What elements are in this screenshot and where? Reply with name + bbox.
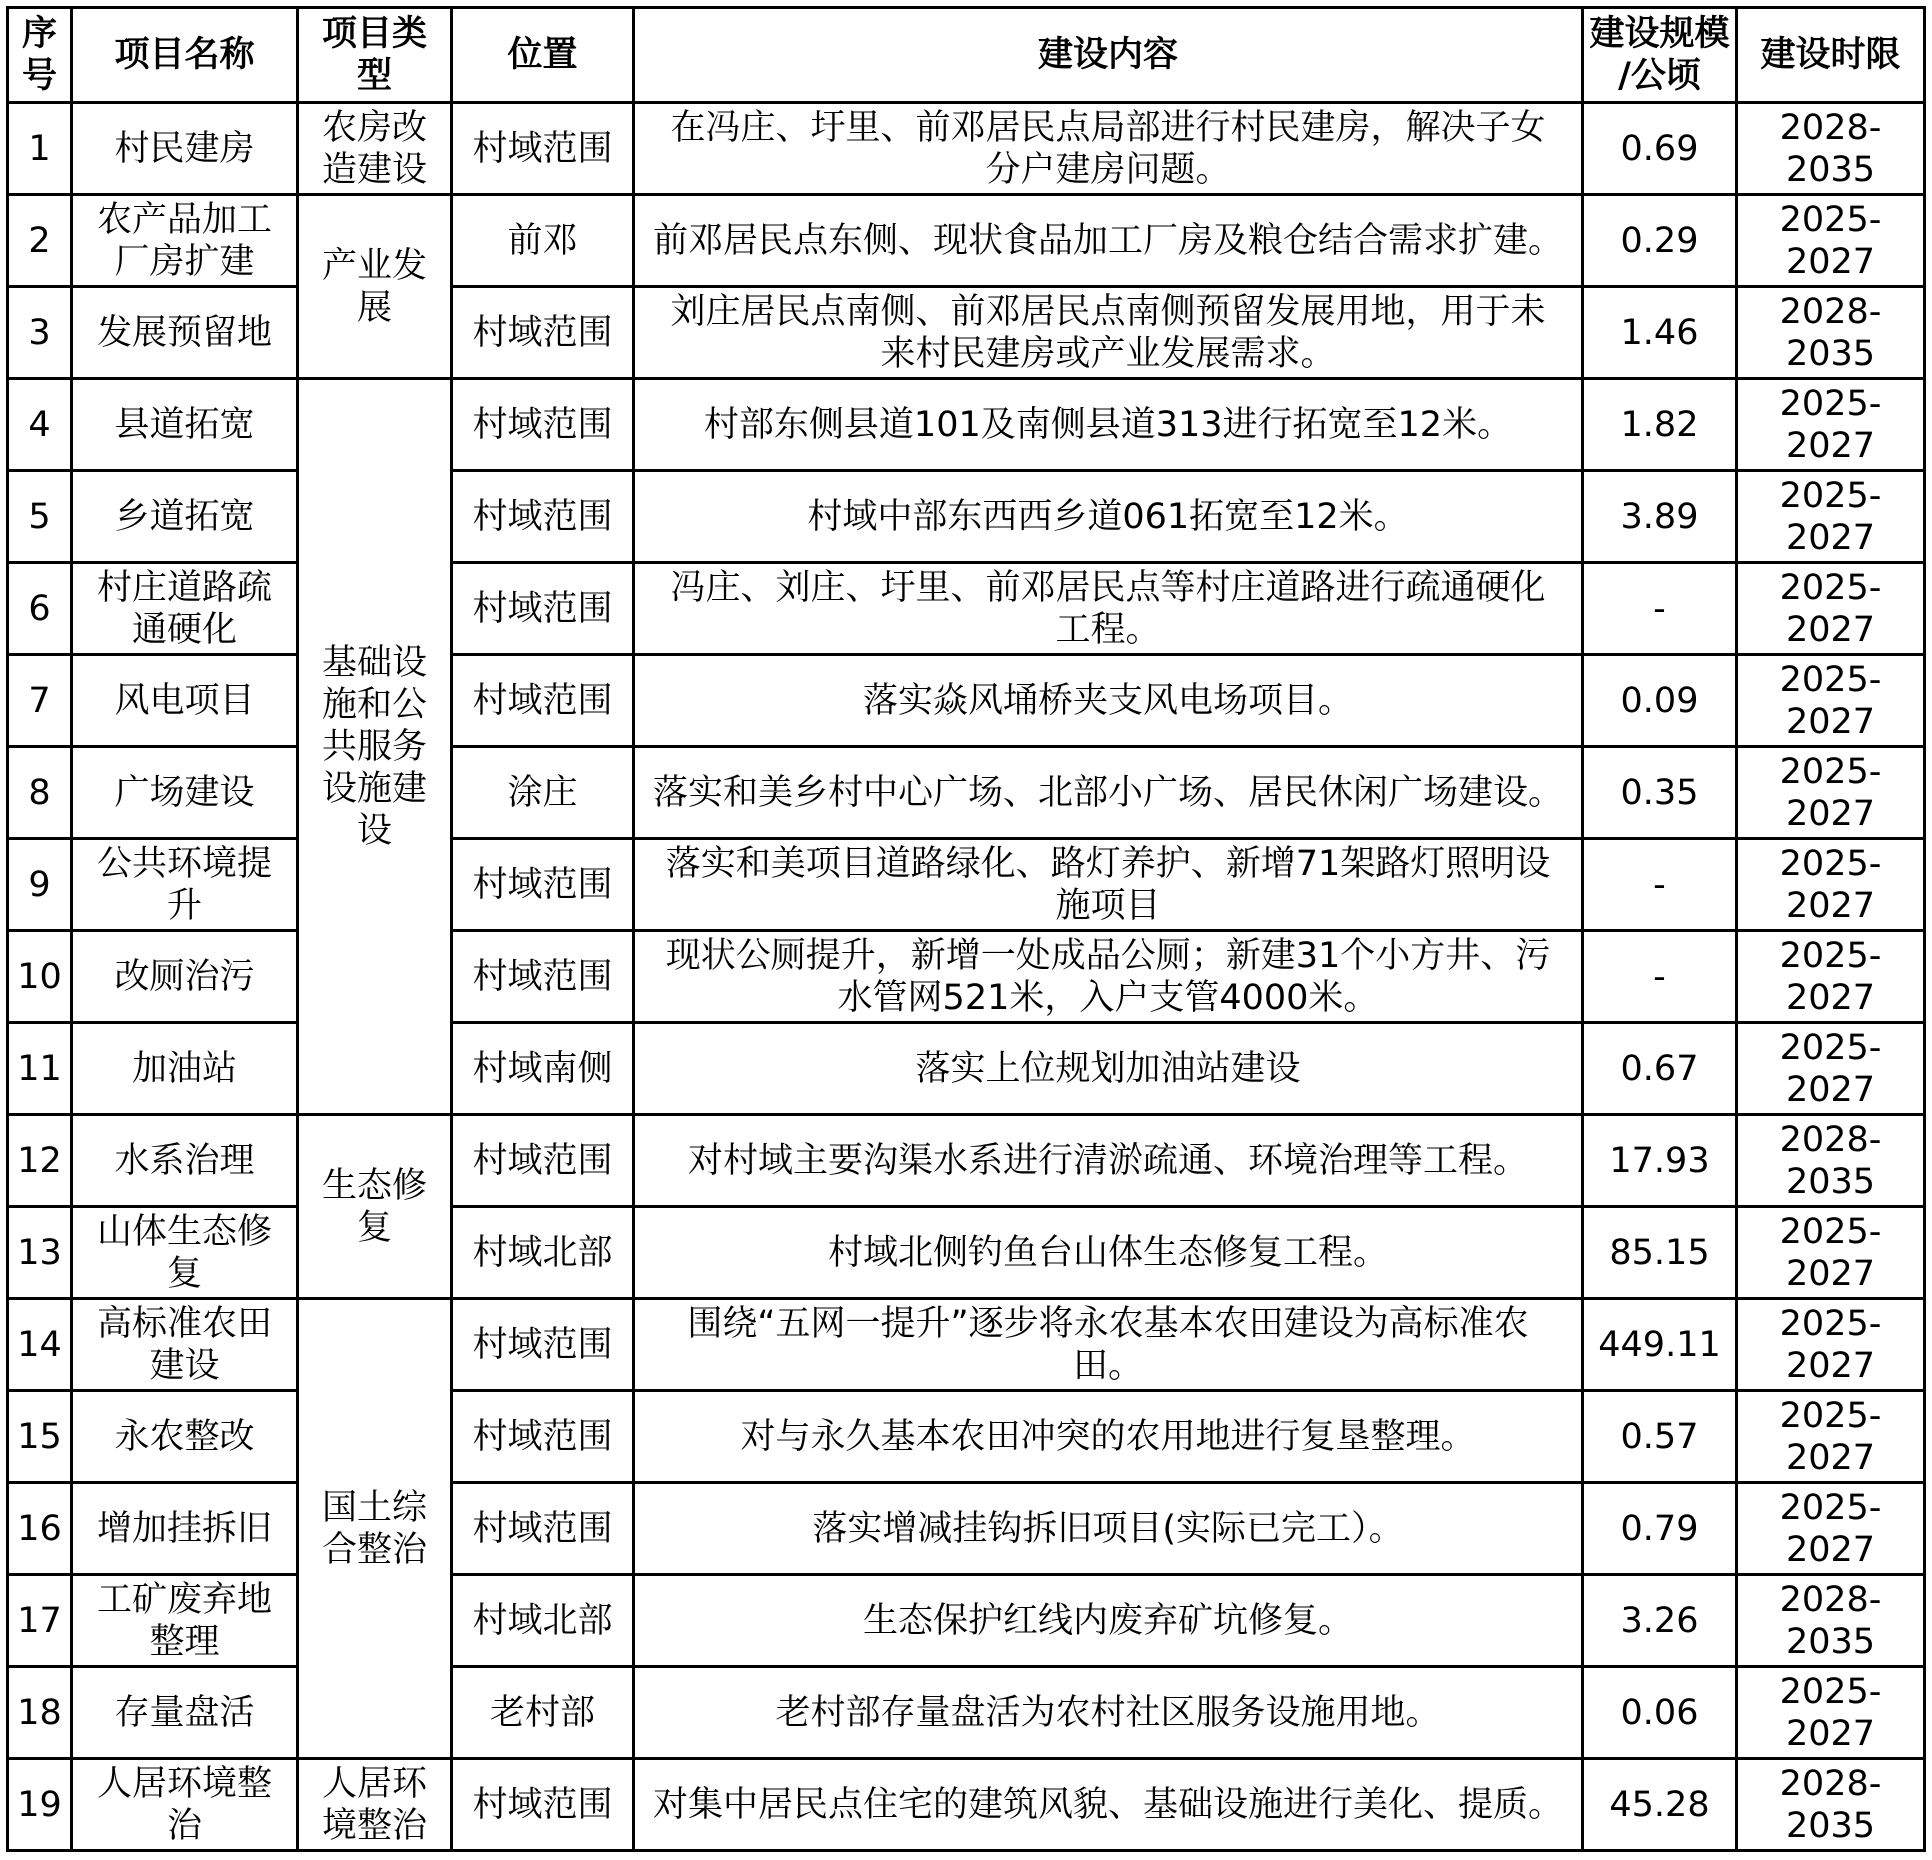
cell-no-text: 11 (17, 1048, 62, 1089)
cell-name-text: 山体生态修复 (96, 1211, 272, 1294)
cell-name-text: 村民建房 (114, 128, 255, 169)
cell-scale-text: 0.29 (1620, 220, 1699, 261)
cell-scale (1584, 564, 1735, 653)
cell-name (73, 380, 296, 469)
cell-type (299, 1300, 450, 1757)
cell-scale-text: 1.46 (1620, 312, 1699, 353)
cell-period-text: 2028-2035 (1779, 291, 1882, 374)
cell-location-text: 村域范围 (472, 588, 613, 629)
cell-type (299, 1760, 450, 1849)
cell-scale-text: 0.69 (1620, 128, 1699, 169)
cell-content (635, 472, 1581, 561)
cell-name (73, 1024, 296, 1113)
cell-name-text: 广场建设 (114, 772, 255, 813)
header-period-label: 建设时限 (1760, 35, 1901, 75)
cell-location (453, 1668, 632, 1757)
header-cell-no (9, 9, 70, 101)
cell-name-text: 增加挂拆旧 (96, 1508, 272, 1549)
cell-period-text: 2028-2035 (1779, 1763, 1882, 1846)
cell-location-text: 村域范围 (472, 1416, 613, 1457)
cell-period-text: 2025-2027 (1779, 1395, 1882, 1478)
cell-period-text: 2028-2035 (1779, 107, 1882, 190)
cell-name-text: 公共环境提升 (96, 843, 272, 926)
cell-period-text: 2025-2027 (1779, 1211, 1882, 1294)
cell-name (73, 1208, 296, 1297)
cell-period (1738, 1392, 1923, 1481)
header-scale-label: 建设规模/公顷 (1589, 14, 1730, 96)
cell-content-text: 对村域主要沟渠水系进行清淤疏通、环境治理等工程。 (687, 1140, 1528, 1181)
cell-name (73, 472, 296, 561)
cell-name-text: 加油站 (131, 1048, 237, 1089)
cell-content-text: 对与永久基本农田冲突的农用地进行复垦整理。 (740, 1416, 1476, 1457)
cell-period-text: 2025-2027 (1779, 935, 1882, 1018)
cell-no-text: 3 (28, 312, 51, 353)
cell-period (1738, 1116, 1923, 1205)
cell-location-text: 村域范围 (472, 404, 613, 445)
cell-name-text: 人居环境整治 (96, 1763, 272, 1846)
cell-type-text: 基础设施和公共服务设施建设 (321, 642, 427, 851)
cell-type (299, 1116, 450, 1297)
cell-no (9, 1024, 70, 1113)
cell-period (1738, 1484, 1923, 1573)
cell-name (73, 288, 296, 377)
header-no-label: 序号 (21, 14, 57, 96)
cell-no-text: 17 (17, 1600, 62, 1641)
cell-name (73, 1300, 296, 1389)
cell-location (453, 840, 632, 929)
cell-period (1738, 932, 1923, 1021)
cell-scale-text: - (1653, 588, 1666, 629)
header-location-label: 位置 (507, 35, 578, 75)
cell-content-text: 冯庄、刘庄、圩里、前邓居民点等村庄道路进行疏通硬化 工程。 (670, 567, 1546, 650)
cell-content-text: 生态保护红线内废弃矿坑修复。 (862, 1600, 1353, 1641)
cell-location (453, 1208, 632, 1297)
cell-location-text: 村域范围 (472, 680, 613, 721)
cell-content (635, 1668, 1581, 1757)
cell-name (73, 748, 296, 837)
cell-name (73, 656, 296, 745)
cell-location-text: 老村部 (489, 1692, 595, 1733)
cell-period (1738, 1024, 1923, 1113)
cell-scale-text: - (1653, 956, 1666, 997)
cell-content (635, 1116, 1581, 1205)
cell-type-text: 生态修复 (321, 1165, 427, 1248)
header-cell-period (1738, 9, 1923, 101)
cell-location (453, 1576, 632, 1665)
cell-no-text: 18 (17, 1692, 62, 1733)
cell-name-text: 工矿废弃地整理 (96, 1579, 272, 1662)
cell-name (73, 840, 296, 929)
cell-content-text: 在冯庄、圩里、前邓居民点局部进行村民建房，解决子女 分户建房问题。 (670, 107, 1546, 190)
cell-content (635, 1392, 1581, 1481)
header-cell-type (299, 9, 450, 101)
cell-content-text: 围绕“五网一提升”逐步将永农基本农田建设为高标准农 田。 (687, 1303, 1529, 1386)
cell-content-text: 落实和美乡村中心广场、北部小广场、居民休闲广场建设。 (652, 772, 1563, 813)
cell-scale (1584, 380, 1735, 469)
cell-period-text: 2025-2027 (1779, 751, 1882, 834)
cell-location-text: 前邓 (507, 220, 578, 261)
cell-scale-text: 0.06 (1620, 1692, 1699, 1733)
cell-no (9, 380, 70, 469)
cell-scale (1584, 196, 1735, 285)
cell-name-text: 农产品加工厂房扩建 (96, 199, 272, 282)
cell-scale-text: 0.09 (1620, 680, 1699, 721)
cell-scale (1584, 472, 1735, 561)
header-cell-name (73, 9, 296, 101)
cell-name (73, 1668, 296, 1757)
cell-no (9, 840, 70, 929)
cell-scale-text: - (1653, 864, 1666, 905)
cell-period-text: 2025-2027 (1779, 475, 1882, 558)
cell-name (73, 1484, 296, 1573)
cell-name (73, 1116, 296, 1205)
cell-content (635, 196, 1581, 285)
cell-content-text: 村部东侧县道101及南侧县道313进行拓宽至12米。 (703, 404, 1513, 445)
cell-location (453, 196, 632, 285)
cell-no-text: 16 (17, 1508, 62, 1549)
cell-location-text: 村域范围 (472, 1324, 613, 1365)
cell-location (453, 1024, 632, 1113)
cell-no (9, 196, 70, 285)
cell-no-text: 15 (17, 1416, 62, 1457)
cell-name (73, 104, 296, 193)
header-cell-content (635, 9, 1581, 101)
cell-location (453, 748, 632, 837)
cell-location-text: 村域北部 (472, 1600, 613, 1641)
cell-type-text: 产业发展 (321, 245, 427, 328)
cell-scale (1584, 1668, 1735, 1757)
cell-content (635, 1760, 1581, 1849)
cell-type-text: 国土综合整治 (321, 1487, 427, 1570)
cell-scale-text: 85.15 (1609, 1232, 1710, 1273)
cell-content (635, 656, 1581, 745)
cell-no (9, 1208, 70, 1297)
cell-content-text: 落实上位规划加油站建设 (915, 1048, 1301, 1089)
cell-name-text: 存量盘活 (114, 1692, 255, 1733)
cell-scale (1584, 748, 1735, 837)
cell-no-text: 4 (28, 404, 51, 445)
cell-period (1738, 656, 1923, 745)
cell-period (1738, 104, 1923, 193)
cell-no-text: 9 (28, 864, 51, 905)
cell-no (9, 1668, 70, 1757)
cell-name-text: 改厕治污 (114, 956, 255, 997)
cell-scale-text: 0.67 (1620, 1048, 1699, 1089)
cell-no (9, 1116, 70, 1205)
cell-location (453, 1392, 632, 1481)
cell-scale (1584, 288, 1735, 377)
cell-no-text: 5 (28, 496, 51, 537)
cell-scale (1584, 1760, 1735, 1849)
cell-location (453, 1300, 632, 1389)
cell-name (73, 196, 296, 285)
project-table (6, 6, 1926, 1852)
cell-content (635, 748, 1581, 837)
cell-location-text: 涂庄 (507, 772, 578, 813)
cell-location (453, 104, 632, 193)
cell-content (635, 840, 1581, 929)
cell-name-text: 发展预留地 (96, 312, 272, 353)
cell-no (9, 472, 70, 561)
cell-scale (1584, 1024, 1735, 1113)
cell-period-text: 2025-2027 (1779, 1671, 1882, 1754)
cell-scale-text: 3.89 (1620, 496, 1699, 537)
cell-scale (1584, 1116, 1735, 1205)
cell-name (73, 1760, 296, 1849)
cell-period-text: 2025-2027 (1779, 659, 1882, 742)
cell-name (73, 564, 296, 653)
cell-no-text: 2 (28, 220, 51, 261)
cell-name-text: 永农整改 (114, 1416, 255, 1457)
header-content-label: 建设内容 (1037, 35, 1178, 75)
cell-period (1738, 564, 1923, 653)
cell-name (73, 1392, 296, 1481)
cell-content-text: 老村部存量盘活为农村社区服务设施用地。 (775, 1692, 1441, 1733)
cell-content-text: 落实和美项目道路绿化、路灯养护、新增71架路灯照明设 施项目 (665, 843, 1551, 926)
cell-period-text: 2025-2027 (1779, 1303, 1882, 1386)
cell-type-text: 人居环境整治 (321, 1763, 427, 1846)
cell-content (635, 932, 1581, 1021)
cell-no (9, 1760, 70, 1849)
cell-location (453, 932, 632, 1021)
cell-content (635, 1208, 1581, 1297)
cell-no-text: 7 (28, 680, 51, 721)
cell-location (453, 472, 632, 561)
cell-no-text: 6 (28, 588, 51, 629)
cell-scale-text: 449.11 (1598, 1324, 1721, 1365)
cell-content (635, 1024, 1581, 1113)
cell-period-text: 2028-2035 (1779, 1579, 1882, 1662)
cell-scale (1584, 1392, 1735, 1481)
cell-scale-text: 0.35 (1620, 772, 1699, 813)
cell-location (453, 1116, 632, 1205)
cell-period (1738, 840, 1923, 929)
cell-no-text: 8 (28, 772, 51, 813)
cell-period-text: 2025-2027 (1779, 1027, 1882, 1110)
cell-no (9, 656, 70, 745)
cell-no-text: 14 (17, 1324, 62, 1365)
cell-no-text: 10 (17, 956, 62, 997)
cell-location-text: 村域范围 (472, 496, 613, 537)
cell-name-text: 水系治理 (114, 1140, 255, 1181)
cell-no (9, 564, 70, 653)
cell-scale-text: 0.79 (1620, 1508, 1699, 1549)
cell-no-text: 1 (28, 128, 51, 169)
cell-period-text: 2025-2027 (1779, 567, 1882, 650)
cell-scale-text: 17.93 (1609, 1140, 1710, 1181)
cell-no (9, 288, 70, 377)
cell-location-text: 村域范围 (472, 864, 613, 905)
cell-name-text: 高标准农田建设 (96, 1303, 272, 1386)
cell-period (1738, 1760, 1923, 1849)
cell-no (9, 748, 70, 837)
cell-no (9, 1392, 70, 1481)
cell-period (1738, 748, 1923, 837)
cell-scale (1584, 1300, 1735, 1389)
cell-scale (1584, 1208, 1735, 1297)
cell-scale-text: 1.82 (1620, 404, 1699, 445)
header-cell-location (453, 9, 632, 101)
cell-location-text: 村域范围 (472, 1140, 613, 1181)
cell-location (453, 1760, 632, 1849)
cell-content-text: 落实增减挂钩拆旧项目(实际已完工）。 (812, 1508, 1404, 1549)
cell-scale (1584, 1576, 1735, 1665)
cell-content (635, 288, 1581, 377)
header-name-label: 项目名称 (114, 35, 255, 75)
cell-no (9, 104, 70, 193)
cell-location-text: 村域范围 (472, 956, 613, 997)
cell-location-text: 村域范围 (472, 1508, 613, 1549)
cell-scale-text: 3.26 (1620, 1600, 1699, 1641)
cell-content-text: 落实焱风埇桥夹支风电场项目。 (862, 680, 1353, 721)
cell-name-text: 乡道拓宽 (114, 496, 255, 537)
cell-content-text: 村域北侧钓鱼台山体生态修复工程。 (827, 1232, 1388, 1273)
cell-location (453, 564, 632, 653)
cell-content-text: 对集中居民点住宅的建筑风貌、基础设施进行美化、提质。 (652, 1784, 1563, 1825)
cell-content (635, 1300, 1581, 1389)
cell-scale-text: 45.28 (1609, 1784, 1710, 1825)
cell-location-text: 村域范围 (472, 128, 613, 169)
cell-scale-text: 0.57 (1620, 1416, 1699, 1457)
cell-period-text: 2025-2027 (1779, 843, 1882, 926)
cell-period (1738, 1208, 1923, 1297)
cell-name-text: 村庄道路疏通硬化 (96, 567, 272, 650)
cell-period-text: 2025-2027 (1779, 383, 1882, 466)
cell-location (453, 656, 632, 745)
cell-period (1738, 288, 1923, 377)
cell-location-text: 村域南侧 (472, 1048, 613, 1089)
cell-period (1738, 472, 1923, 561)
cell-period (1738, 1300, 1923, 1389)
cell-content-text: 前邓居民点东侧、现状食品加工厂房及粮仓结合需求扩建。 (652, 220, 1563, 261)
cell-period (1738, 196, 1923, 285)
cell-content-text: 现状公厕提升，新增一处成品公厕；新建31个小方井、污 水管网521米，入户支管4000米。 (665, 935, 1551, 1018)
cell-type (299, 380, 450, 1113)
cell-content-text: 刘庄居民点南侧、前邓居民点南侧预留发展用地，用于未 来村民建房或产业发展需求。 (670, 291, 1546, 374)
cell-name (73, 932, 296, 1021)
cell-scale (1584, 104, 1735, 193)
cell-type (299, 104, 450, 193)
cell-period (1738, 1576, 1923, 1665)
cell-content-text: 村域中部东西西乡道061拓宽至12米。 (807, 496, 1409, 537)
cell-location (453, 380, 632, 469)
cell-scale (1584, 656, 1735, 745)
cell-content (635, 1576, 1581, 1665)
cell-period-text: 2028-2035 (1779, 1119, 1882, 1202)
cell-no (9, 1576, 70, 1665)
cell-location (453, 288, 632, 377)
cell-no (9, 1484, 70, 1573)
cell-location-text: 村域北部 (472, 1232, 613, 1273)
cell-period (1738, 380, 1923, 469)
cell-content (635, 1484, 1581, 1573)
cell-type (299, 196, 450, 377)
cell-scale (1584, 932, 1735, 1021)
cell-period (1738, 1668, 1923, 1757)
header-type-label: 项目类型 (321, 14, 427, 96)
cell-no (9, 932, 70, 1021)
cell-name-text: 风电项目 (114, 680, 255, 721)
cell-no-text: 13 (17, 1232, 62, 1273)
header-cell-scale (1584, 9, 1735, 101)
cell-period-text: 2025-2027 (1779, 1487, 1882, 1570)
cell-location-text: 村域范围 (472, 312, 613, 353)
cell-content (635, 564, 1581, 653)
cell-no (9, 1300, 70, 1389)
cell-scale (1584, 840, 1735, 929)
cell-location (453, 1484, 632, 1573)
cell-no-text: 19 (17, 1784, 62, 1825)
cell-content (635, 104, 1581, 193)
cell-period-text: 2025-2027 (1779, 199, 1882, 282)
cell-name (73, 1576, 296, 1665)
cell-location-text: 村域范围 (472, 1784, 613, 1825)
cell-type-text: 农房改造建设 (321, 107, 427, 190)
cell-name-text: 县道拓宽 (114, 404, 255, 445)
cell-scale (1584, 1484, 1735, 1573)
cell-content (635, 380, 1581, 469)
cell-no-text: 12 (17, 1140, 62, 1181)
